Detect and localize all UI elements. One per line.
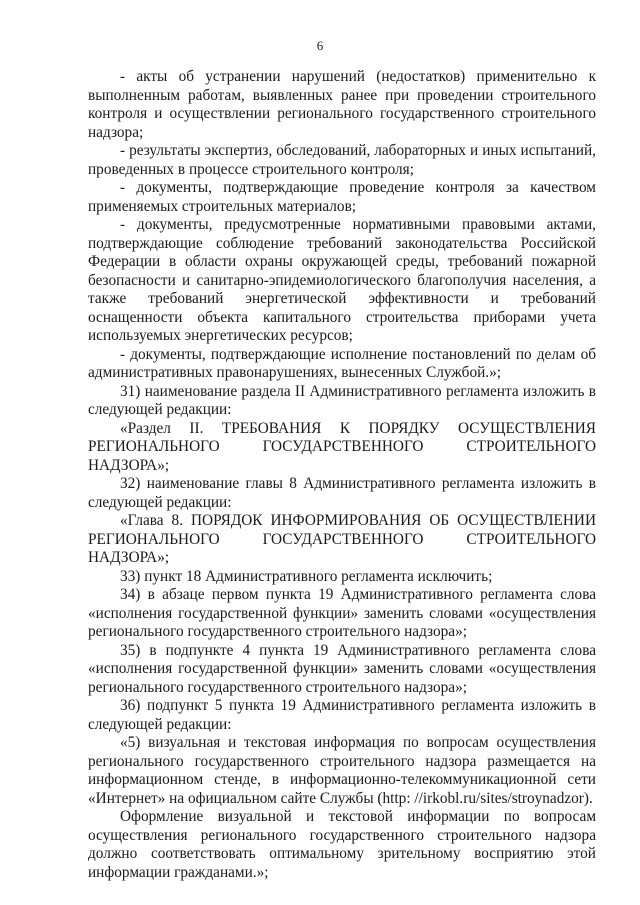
paragraph-acts-on-violations: - акты об устранении нарушений (недостатков) применительно к выполненным работам, выявленных ранее при проведении строительного контроля и осуществлении регионального государственного строительного надзора;: [88, 68, 596, 141]
paragraph-item-35: 35) в подпункте 4 пункта 19 Административного регламента слова «исполнения государственной функции» заменить словами «осуществления регионального государственного строительного надзора»;: [88, 641, 596, 696]
paragraph-subitem-5-text: «5) визуальная и текстовая информация по вопросам осуществления регионального государственного строительного надзора размещается на информационном стенде, в информационно-телекоммуникационной сети «Интернет» на официальном сайте Службы (http: //irkobl.ru/sites/stroynadzor).: [88, 734, 596, 807]
paragraph-chapter-8-title: «Глава 8. ПОРЯДОК ИНФОРМИРОВАНИЯ ОБ ОСУЩЕСТВЛЕНИИ РЕГИОНАЛЬНОГО ГОСУДАРСТВЕННОГО СТРОИТЕЛЬНОГО НАДЗОРА»;: [88, 512, 596, 566]
document-body: [88, 68, 596, 882]
paragraph-quality-control-docs: - документы, подтверждающие проведение контроля за качеством применяемых строительных материалов;: [88, 179, 596, 215]
paragraph-item-31: 31) наименование раздела II Административного регламента изложить в следующей редакции:: [88, 382, 596, 418]
paragraph-compliance-docs: - документы, предусмотренные нормативными правовыми актами, подтверждающие соблюдение требований законодательства Российской Федерации в области охраны окружающей среды, требований пожарной безопасности и санитарно-эпидемиологического благополучия населения, а также требований энергетической эффективности и требований оснащенности объекта капитального строительства приборами учета используемых энергетических ресурсов;: [88, 216, 596, 344]
paragraph-item-34: 34) в абзаце первом пункта 19 Административного регламента слова «исполнения государственной функции» заменить словами «осуществления регионального государственного строительного надзора»;: [88, 586, 596, 640]
paragraph-item-36: 36) подпункт 5 пункта 19 Административного регламента изложить в следующей редакции:: [88, 697, 596, 733]
paragraph-design-requirements: Оформление визуальной и текстовой информации по вопросам осуществления регионального государственного строительного надзора должно соответствовать оптимальному зрительному восприятию этой информации гражданами.»;: [88, 808, 596, 881]
page-number: 6: [316, 38, 324, 53]
paragraph-item-32: 32) наименование главы 8 Административного регламента изложить в следующей редакции:: [88, 475, 596, 511]
paragraph-resolution-docs: - документы, подтверждающие исполнение постановлений по делам об административных правонарушениях, вынесенных Службой.»;: [88, 345, 596, 381]
paragraph-section-ii-title: «Раздел II. ТРЕБОВАНИЯ К ПОРЯДКУ ОСУЩЕСТВЛЕНИЯ РЕГИОНАЛЬНОГО ГОСУДАРСТВЕННОГО СТРОИТЕЛЬНОГО НАДЗОРА»;: [88, 419, 596, 474]
paragraph-expertise-results: - результаты экспертиз, обследований, лабораторных и иных испытаний, проведенных в процессе строительного контроля;: [88, 142, 596, 178]
paragraph-item-33: 33) пункт 18 Административного регламента исключить;: [120, 567, 493, 585]
